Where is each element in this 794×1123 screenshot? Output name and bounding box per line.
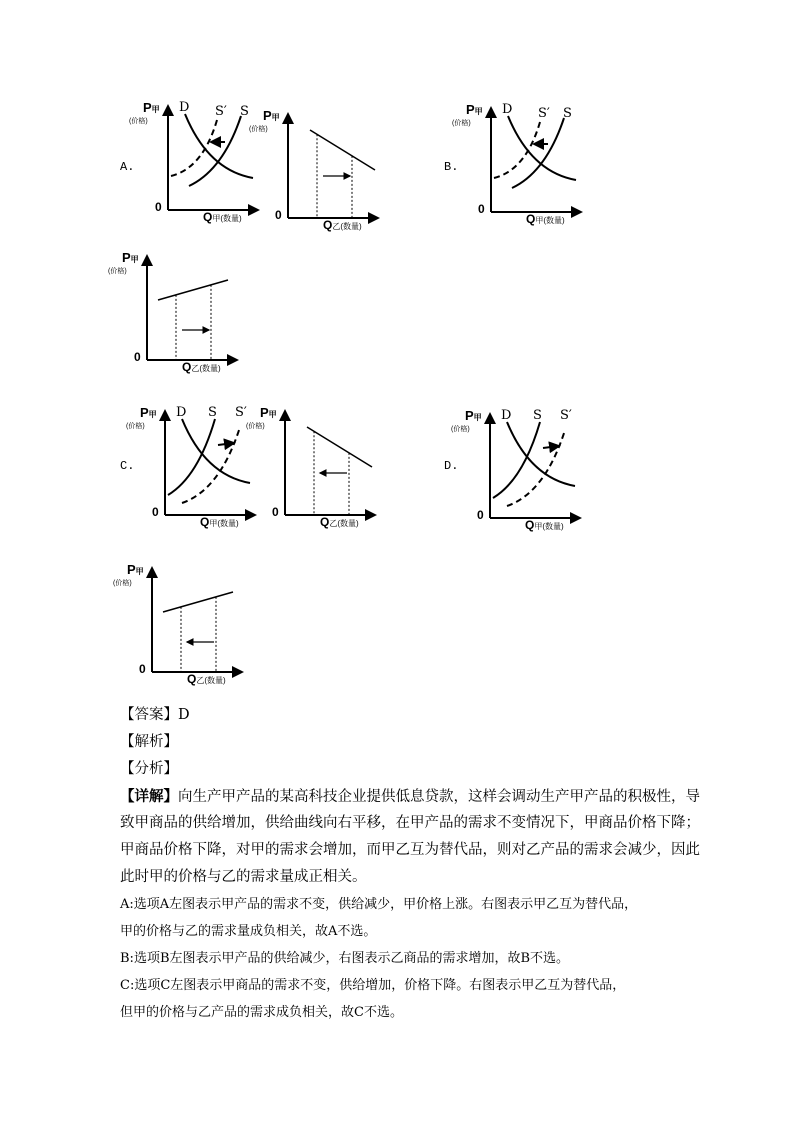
price-line [310,130,375,170]
price-line [307,427,372,467]
origin-label: 0 [477,508,484,522]
shift-right-arrow [543,446,559,448]
x-axis-label [526,212,565,226]
y-axis-label [122,250,139,265]
d-label: D [501,408,512,423]
s-label: S [208,405,217,420]
p-symbol: P [465,408,474,423]
x-axis-label [203,210,242,224]
q-symbol: Q [320,515,330,529]
option-a-price-quantity-graph [243,108,388,238]
d-label: D [179,100,190,115]
x-axis-label [187,672,226,686]
y-axis-label [263,108,280,123]
y-axis-unit: (价格) [108,268,127,275]
p-subscript: 甲 [148,410,157,419]
p-subscript: 甲 [135,567,144,576]
q-unit: (数量) [340,222,362,231]
q-subscript: 甲 [535,216,544,225]
y-axis-unit: (价格) [129,118,148,125]
p-symbol: P [263,108,272,123]
q-symbol: Q [526,212,536,226]
q-symbol: Q [323,218,333,232]
q-unit: (数量) [543,216,565,225]
p-subscript: 甲 [271,113,280,122]
p-symbol: P [127,562,136,577]
q-unit: (数量) [337,519,359,528]
q-subscript: 甲 [209,519,218,528]
p-subscript: 甲 [474,107,483,116]
price-line [163,592,233,612]
q-subscript: 乙 [329,519,338,528]
q-subscript: 乙 [191,364,200,373]
option-a-label: A. [120,160,135,174]
option-d-label: D. [444,459,459,473]
q-unit: (数量) [220,214,242,223]
q-subscript: 甲 [212,214,221,223]
option-c-price-quantity-graph [240,405,385,535]
x-axis-label [182,360,221,374]
demand-curve [507,422,575,486]
s-prime-label: S′ [560,408,572,423]
q-unit: (数量) [542,522,564,531]
p-subscript: 甲 [268,410,277,419]
shift-right-arrow [218,443,234,445]
option-b-price-quantity-graph [102,250,247,380]
s-prime-label: S′ [235,405,247,420]
s-prime-label: S′ [538,106,550,121]
origin-label: 0 [272,505,279,519]
detail-line: 此时甲的价格与乙的需求量成正相关。 [120,869,367,885]
origin-label: 0 [134,350,141,364]
x-axis-label [200,515,239,529]
detail-line: 甲商品价格下降，对甲的需求会增加，而甲乙互为替代品，则对乙产品的需求会减少，因此 [120,842,700,858]
explanation-line: 选项B左图表示甲产品的供给减少，右图表示乙商品的需求增加，故B不选。 [133,951,570,966]
x-axis-label [323,218,362,232]
origin-label: 0 [155,200,162,214]
q-symbol: Q [525,518,535,532]
p-subscript: 甲 [473,413,482,422]
solution-text [120,702,700,1026]
y-axis-label [127,562,144,577]
option-b-supply-demand-graph [446,102,591,232]
y-axis-label [260,405,277,420]
fenxi-tag: 【分析】 [120,761,178,777]
x-axis-label [525,518,564,532]
p-symbol: P [260,405,269,420]
q-unit: (数量) [199,364,221,373]
answer-value: D [178,707,190,723]
y-axis-unit: (价格) [113,580,132,587]
supply-curve-s [189,116,241,186]
explanation-line: 甲的价格与乙的需求量成负相关，故A不选。 [120,924,377,939]
s-label: S [533,408,542,423]
answer-tag: 【答案】 [120,707,178,723]
s-label: S [240,104,249,119]
q-symbol: Q [203,210,213,224]
supply-curve-s-prime [494,122,540,178]
q-subscript: 乙 [332,222,341,231]
y-axis-label [465,408,482,423]
explanation-line: 选项A左图表示甲产品的需求不变，供给减少，甲价格上涨。右图表示甲乙互为替代品， [133,897,638,912]
y-axis-unit: (价格) [126,423,145,430]
y-axis-unit: (价格) [246,423,265,430]
origin-label: 0 [275,208,282,222]
p-symbol: P [140,405,149,420]
origin-label: 0 [152,505,159,519]
detail-tag: 【详解】 [120,788,178,805]
q-subscript: 乙 [196,676,205,685]
p-subscript: 甲 [151,105,160,114]
option-d-price-quantity-graph [107,562,252,692]
explanation-prefix: B: [120,951,134,966]
option-c-label: C. [120,459,135,473]
x-axis-label [320,515,359,529]
explanation-prefix: A: [120,897,134,912]
q-symbol: Q [200,515,210,529]
q-unit: (数量) [204,676,226,685]
explanation-line: 选项C左图表示甲商品的需求不变，供给增加，价格下降。右图表示甲乙互为替代品， [134,978,626,993]
analysis-tag: 【解析】 [120,734,178,750]
q-symbol: Q [182,360,192,374]
s-label: S [563,106,572,121]
origin-label: 0 [478,202,485,216]
y-axis-label [143,100,160,115]
y-axis-label [140,405,157,420]
y-axis-label [466,102,483,117]
option-d-supply-demand-graph [445,408,590,538]
d-label: D [176,405,187,420]
p-symbol: P [466,102,475,117]
supply-curve-s [512,118,564,188]
detail-line: 致甲商品的供给增加，供给曲线向右平移，在甲产品的需求不变情况下，甲商品价格下降； [120,815,700,831]
y-axis-unit: (价格) [452,120,471,127]
explanation-prefix: C: [120,978,135,993]
supply-curve-s [168,419,215,495]
p-symbol: P [143,100,152,115]
q-subscript: 甲 [534,522,543,531]
y-axis-unit: (价格) [451,426,470,433]
p-symbol: P [122,250,131,265]
q-unit: (数量) [217,519,239,528]
demand-curve [508,116,576,180]
s-prime-label: S′ [215,104,227,119]
explanation-line: 但甲的价格与乙产品的需求成负相关，故C不选。 [120,1005,403,1020]
supply-curve-s-prime [171,120,217,176]
y-axis-unit: (价格) [249,126,268,133]
option-b-label: B. [444,160,459,174]
detail-line: 向生产甲产品的某高科技企业提供低息贷款，这样会调动生产甲产品的积极性，导 [178,789,700,805]
origin-label: 0 [139,662,146,676]
price-line [158,280,228,300]
q-symbol: Q [187,672,197,686]
d-label: D [502,102,513,117]
supply-curve-s [493,422,540,498]
p-subscript: 甲 [130,255,139,264]
